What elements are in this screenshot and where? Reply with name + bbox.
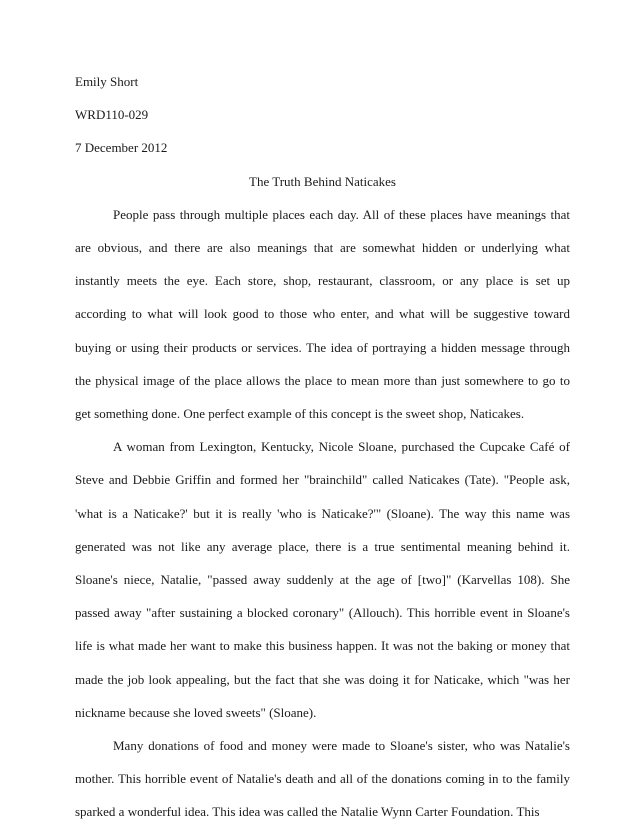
- course-code: WRD110-029: [75, 107, 149, 123]
- paragraph: People pass through multiple places each day. All of these places have meanings that are obvious, and there are also meanings that are somewhat hidden or underlying what instantly meets the eye. Each store, shop, restaurant, classroom, or any place is set up according to what will look good to those who enter, and what will be suggestive toward buying or using their products or services. The idea of portraying a hidden message through the physical image of the place allows the place to mean more than just somewhere to go to get something done. One perfect example of this concept is the sweet shop, Naticakes.: [75, 206, 570, 421]
- paragraph: A woman from Lexington, Kentucky, Nicole Sloane, purchased the Cupcake Café of Steve and Debbie Griffin and formed her "brainchild" called Naticakes (Tate). "People ask, 'what is a Naticake?' but it is really 'who is Naticake?'" (Sloane). The way this name was generated was not like any average place, there is a true sentimental meaning behind it. Sloane's niece, Natalie, "passed away suddenly at the age of [two]" (Karvellas 108). She passed away "after sustaining a blocked coronary" (Allouch). This horrible event in Sloane's life is what made her want to make this business happen. It was not the baking or money that made the job look appealing, but the fact that she was doing it for Naticake, which "was her nickname because she loved sweets" (Sloane).: [75, 439, 570, 720]
- document-date: 7 December 2012: [75, 140, 168, 156]
- paragraph: Many donations of food and money were made to Sloane's sister, who was Natalie's mother. This horrible event of Natalie's death and all of the donations coming in to the family sparked a wonderful idea. This idea was called the Natalie Wynn Carter Foundation. This: [75, 738, 570, 820]
- document-body: [75, 65, 570, 829]
- author-name: Emily Short: [75, 74, 139, 89]
- essay-title: The Truth Behind Naticakes: [249, 173, 396, 189]
